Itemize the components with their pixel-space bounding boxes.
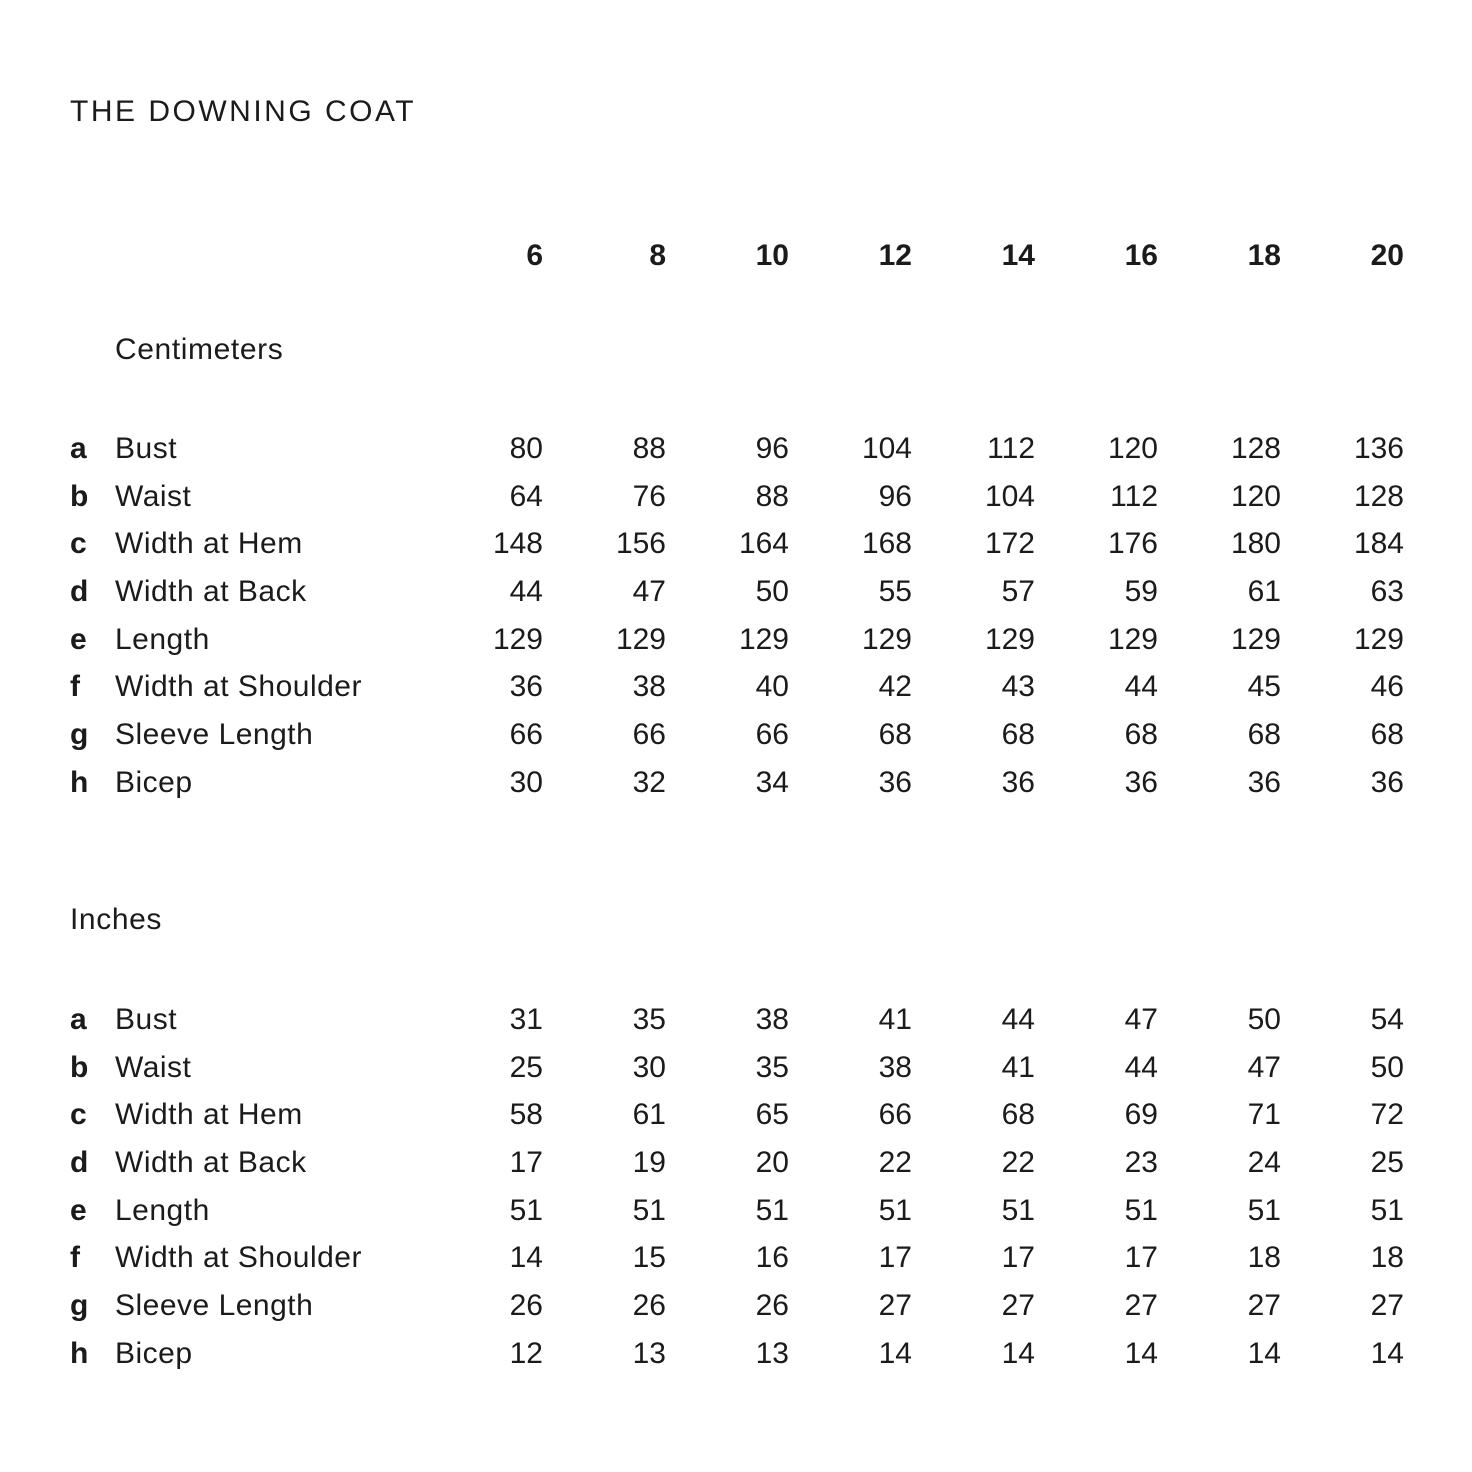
measurement-value: 112 — [1110, 479, 1158, 513]
row-label: Width at Shoulder — [115, 670, 362, 704]
measurement-value: 36 — [1370, 765, 1404, 799]
row-label: Bust — [115, 431, 178, 465]
measurement-value: 35 — [632, 1002, 666, 1036]
measurement-value: 129 — [492, 622, 543, 656]
measurement-row — [70, 1139, 1406, 1187]
row-letter: b — [70, 479, 89, 513]
measurement-value: 68 — [878, 717, 912, 751]
measurement-value: 41 — [878, 1002, 912, 1036]
measurement-value: 129 — [1230, 622, 1281, 656]
measurement-value: 36 — [878, 765, 912, 799]
row-letter: g — [70, 1288, 89, 1322]
measurement-value: 168 — [861, 527, 912, 561]
measurement-value: 17 — [509, 1145, 543, 1179]
measurement-value: 40 — [755, 670, 789, 704]
row-label: Width at Shoulder — [115, 1241, 362, 1275]
measurement-value: 55 — [878, 574, 912, 608]
row-letter: a — [70, 1002, 87, 1036]
measurement-value: 47 — [1124, 1002, 1158, 1036]
measurement-value: 120 — [1230, 479, 1281, 513]
measurement-value: 66 — [878, 1098, 912, 1132]
size-column-header: 18 — [1247, 239, 1281, 272]
row-letter: h — [70, 765, 89, 799]
measurement-row — [70, 425, 1406, 473]
measurement-value: 61 — [1247, 574, 1281, 608]
measurement-value: 26 — [632, 1288, 666, 1322]
measurement-value: 68 — [1370, 717, 1404, 751]
measurement-value: 68 — [1001, 1098, 1035, 1132]
measurement-value: 17 — [1124, 1241, 1158, 1275]
measurement-value: 50 — [1247, 1002, 1281, 1036]
row-letter: e — [70, 622, 87, 656]
measurement-value: 35 — [755, 1050, 789, 1084]
measurement-value: 68 — [1001, 717, 1035, 751]
measurement-value: 57 — [1001, 574, 1035, 608]
measurement-row — [70, 1282, 1406, 1330]
measurement-value: 51 — [878, 1193, 912, 1227]
measurement-value: 19 — [632, 1145, 666, 1179]
row-letter: d — [70, 574, 89, 608]
centimeters-rows — [70, 425, 1406, 807]
measurement-value: 54 — [1370, 1002, 1404, 1036]
measurement-value: 104 — [861, 431, 912, 465]
row-label: Width at Back — [115, 1145, 307, 1179]
row-label: Bust — [115, 1002, 178, 1036]
measurement-value: 66 — [755, 717, 789, 751]
measurement-value: 13 — [632, 1336, 666, 1370]
measurement-value: 129 — [738, 622, 789, 656]
measurement-value: 69 — [1124, 1098, 1158, 1132]
measurement-value: 47 — [1247, 1050, 1281, 1084]
measurement-value: 51 — [1124, 1193, 1158, 1227]
measurement-value: 63 — [1370, 574, 1404, 608]
measurement-value: 184 — [1353, 527, 1404, 561]
measurement-value: 26 — [755, 1288, 789, 1322]
measurement-value: 51 — [1247, 1193, 1281, 1227]
measurement-value: 47 — [632, 574, 666, 608]
measurement-value: 71 — [1247, 1098, 1281, 1132]
row-letter: e — [70, 1193, 87, 1227]
measurement-value: 72 — [1370, 1098, 1404, 1132]
measurement-row — [70, 1187, 1406, 1235]
measurement-value: 27 — [1124, 1288, 1158, 1322]
measurement-value: 96 — [755, 431, 789, 465]
measurement-value: 148 — [492, 527, 543, 561]
measurement-value: 58 — [509, 1098, 543, 1132]
measurement-value: 68 — [1124, 717, 1158, 751]
measurement-value: 16 — [755, 1241, 789, 1275]
measurement-value: 15 — [632, 1241, 666, 1275]
measurement-row — [70, 1091, 1406, 1139]
measurement-value: 22 — [878, 1145, 912, 1179]
measurement-value: 31 — [509, 1002, 543, 1036]
size-header-row — [70, 232, 1406, 280]
section-label-centimeters: Centimeters — [115, 333, 284, 366]
measurement-row — [70, 473, 1406, 521]
measurement-value: 27 — [1247, 1288, 1281, 1322]
measurement-value: 44 — [1124, 670, 1158, 704]
measurement-value: 180 — [1230, 527, 1281, 561]
measurement-value: 18 — [1247, 1241, 1281, 1275]
measurement-value: 129 — [861, 622, 912, 656]
row-label: Sleeve Length — [115, 1288, 314, 1322]
measurement-value: 80 — [509, 431, 543, 465]
measurement-value: 64 — [509, 479, 543, 513]
measurement-value: 38 — [632, 670, 666, 704]
measurement-value: 42 — [878, 670, 912, 704]
measurement-value: 43 — [1001, 670, 1035, 704]
measurement-value: 128 — [1353, 479, 1404, 513]
row-label: Waist — [115, 1050, 192, 1084]
measurement-value: 36 — [1001, 765, 1035, 799]
measurement-value: 50 — [755, 574, 789, 608]
measurement-value: 36 — [1247, 765, 1281, 799]
measurement-value: 76 — [632, 479, 666, 513]
measurement-row — [70, 1330, 1406, 1378]
measurement-value: 46 — [1370, 670, 1404, 704]
measurement-value: 34 — [755, 765, 789, 799]
measurement-value: 96 — [878, 479, 912, 513]
row-letter: c — [70, 1098, 87, 1132]
measurement-value: 68 — [1247, 717, 1281, 751]
measurement-value: 36 — [1124, 765, 1158, 799]
measurement-value: 164 — [738, 527, 789, 561]
measurement-value: 156 — [615, 527, 666, 561]
row-letter: d — [70, 1145, 89, 1179]
measurement-value: 27 — [1001, 1288, 1035, 1322]
measurement-value: 51 — [1370, 1193, 1404, 1227]
measurement-value: 25 — [1370, 1145, 1404, 1179]
measurement-value: 32 — [632, 765, 666, 799]
measurement-value: 13 — [755, 1336, 789, 1370]
row-label: Bicep — [115, 765, 193, 799]
measurement-value: 26 — [509, 1288, 543, 1322]
size-column-header: 16 — [1124, 239, 1158, 272]
measurement-value: 88 — [755, 479, 789, 513]
measurement-value: 112 — [987, 431, 1035, 465]
measurement-value: 128 — [1230, 431, 1281, 465]
row-label: Length — [115, 622, 210, 656]
measurement-value: 44 — [1124, 1050, 1158, 1084]
measurement-value: 51 — [632, 1193, 666, 1227]
row-letter: a — [70, 431, 87, 465]
measurement-value: 172 — [984, 527, 1035, 561]
section-label-inches: Inches — [70, 903, 162, 936]
measurement-row — [70, 663, 1406, 711]
size-column-header: 14 — [1001, 239, 1035, 272]
row-letter: f — [70, 1241, 80, 1275]
measurement-value: 30 — [509, 765, 543, 799]
measurement-value: 51 — [755, 1193, 789, 1227]
measurement-value: 14 — [878, 1336, 912, 1370]
measurement-row — [70, 568, 1406, 616]
measurement-value: 17 — [1001, 1241, 1035, 1275]
row-label: Bicep — [115, 1336, 193, 1370]
row-label: Waist — [115, 479, 192, 513]
measurement-row — [70, 616, 1406, 664]
measurement-value: 51 — [509, 1193, 543, 1227]
measurement-value: 45 — [1247, 670, 1281, 704]
size-column-header: 20 — [1370, 239, 1404, 272]
row-label: Sleeve Length — [115, 717, 314, 751]
measurement-value: 14 — [509, 1241, 543, 1275]
measurement-value: 129 — [1353, 622, 1404, 656]
measurement-value: 14 — [1247, 1336, 1281, 1370]
row-label: Width at Back — [115, 574, 307, 608]
measurement-value: 38 — [878, 1050, 912, 1084]
row-letter: b — [70, 1050, 89, 1084]
measurement-value: 24 — [1247, 1145, 1281, 1179]
measurement-value: 17 — [878, 1241, 912, 1275]
measurement-value: 30 — [632, 1050, 666, 1084]
row-label: Length — [115, 1193, 210, 1227]
measurement-row — [70, 759, 1406, 807]
measurement-value: 27 — [878, 1288, 912, 1322]
measurement-value: 59 — [1124, 574, 1158, 608]
measurement-value: 38 — [755, 1002, 789, 1036]
row-letter: h — [70, 1336, 89, 1370]
measurement-value: 22 — [1001, 1145, 1035, 1179]
measurement-value: 50 — [1370, 1050, 1404, 1084]
measurement-value: 14 — [1124, 1336, 1158, 1370]
measurement-value: 176 — [1107, 527, 1158, 561]
measurement-value: 14 — [1001, 1336, 1035, 1370]
measurement-value: 66 — [632, 717, 666, 751]
measurement-value: 18 — [1370, 1241, 1404, 1275]
size-column-header: 8 — [649, 239, 666, 272]
measurement-value: 25 — [509, 1050, 543, 1084]
measurement-row — [70, 520, 1406, 568]
measurement-value: 41 — [1001, 1050, 1035, 1084]
size-column-header: 6 — [526, 239, 543, 272]
measurement-value: 120 — [1107, 431, 1158, 465]
measurement-value: 51 — [1001, 1193, 1035, 1227]
measurement-value: 104 — [984, 479, 1035, 513]
measurement-row — [70, 1234, 1406, 1282]
measurement-value: 20 — [755, 1145, 789, 1179]
measurement-value: 23 — [1124, 1145, 1158, 1179]
measurement-row — [70, 711, 1406, 759]
measurement-value: 44 — [1001, 1002, 1035, 1036]
measurement-value: 61 — [632, 1098, 666, 1132]
row-letter: f — [70, 670, 80, 704]
measurement-value: 12 — [509, 1336, 543, 1370]
page-title: THE DOWNING COAT — [70, 95, 417, 128]
measurement-row — [70, 1044, 1406, 1092]
row-label: Width at Hem — [115, 527, 303, 561]
row-label: Width at Hem — [115, 1098, 303, 1132]
measurement-value: 14 — [1370, 1336, 1404, 1370]
row-letter: g — [70, 717, 89, 751]
measurement-value: 36 — [509, 670, 543, 704]
measurement-value: 44 — [509, 574, 543, 608]
measurement-value: 88 — [632, 431, 666, 465]
measurement-value: 66 — [509, 717, 543, 751]
inches-rows — [70, 996, 1406, 1378]
measurement-value: 27 — [1370, 1288, 1404, 1322]
measurement-value: 136 — [1353, 431, 1404, 465]
measurement-value: 65 — [755, 1098, 789, 1132]
measurement-value: 129 — [615, 622, 666, 656]
size-column-header: 12 — [878, 239, 912, 272]
row-letter: c — [70, 527, 87, 561]
size-column-header: 10 — [755, 239, 789, 272]
measurement-value: 129 — [1107, 622, 1158, 656]
measurement-row — [70, 996, 1406, 1044]
measurement-value: 129 — [984, 622, 1035, 656]
